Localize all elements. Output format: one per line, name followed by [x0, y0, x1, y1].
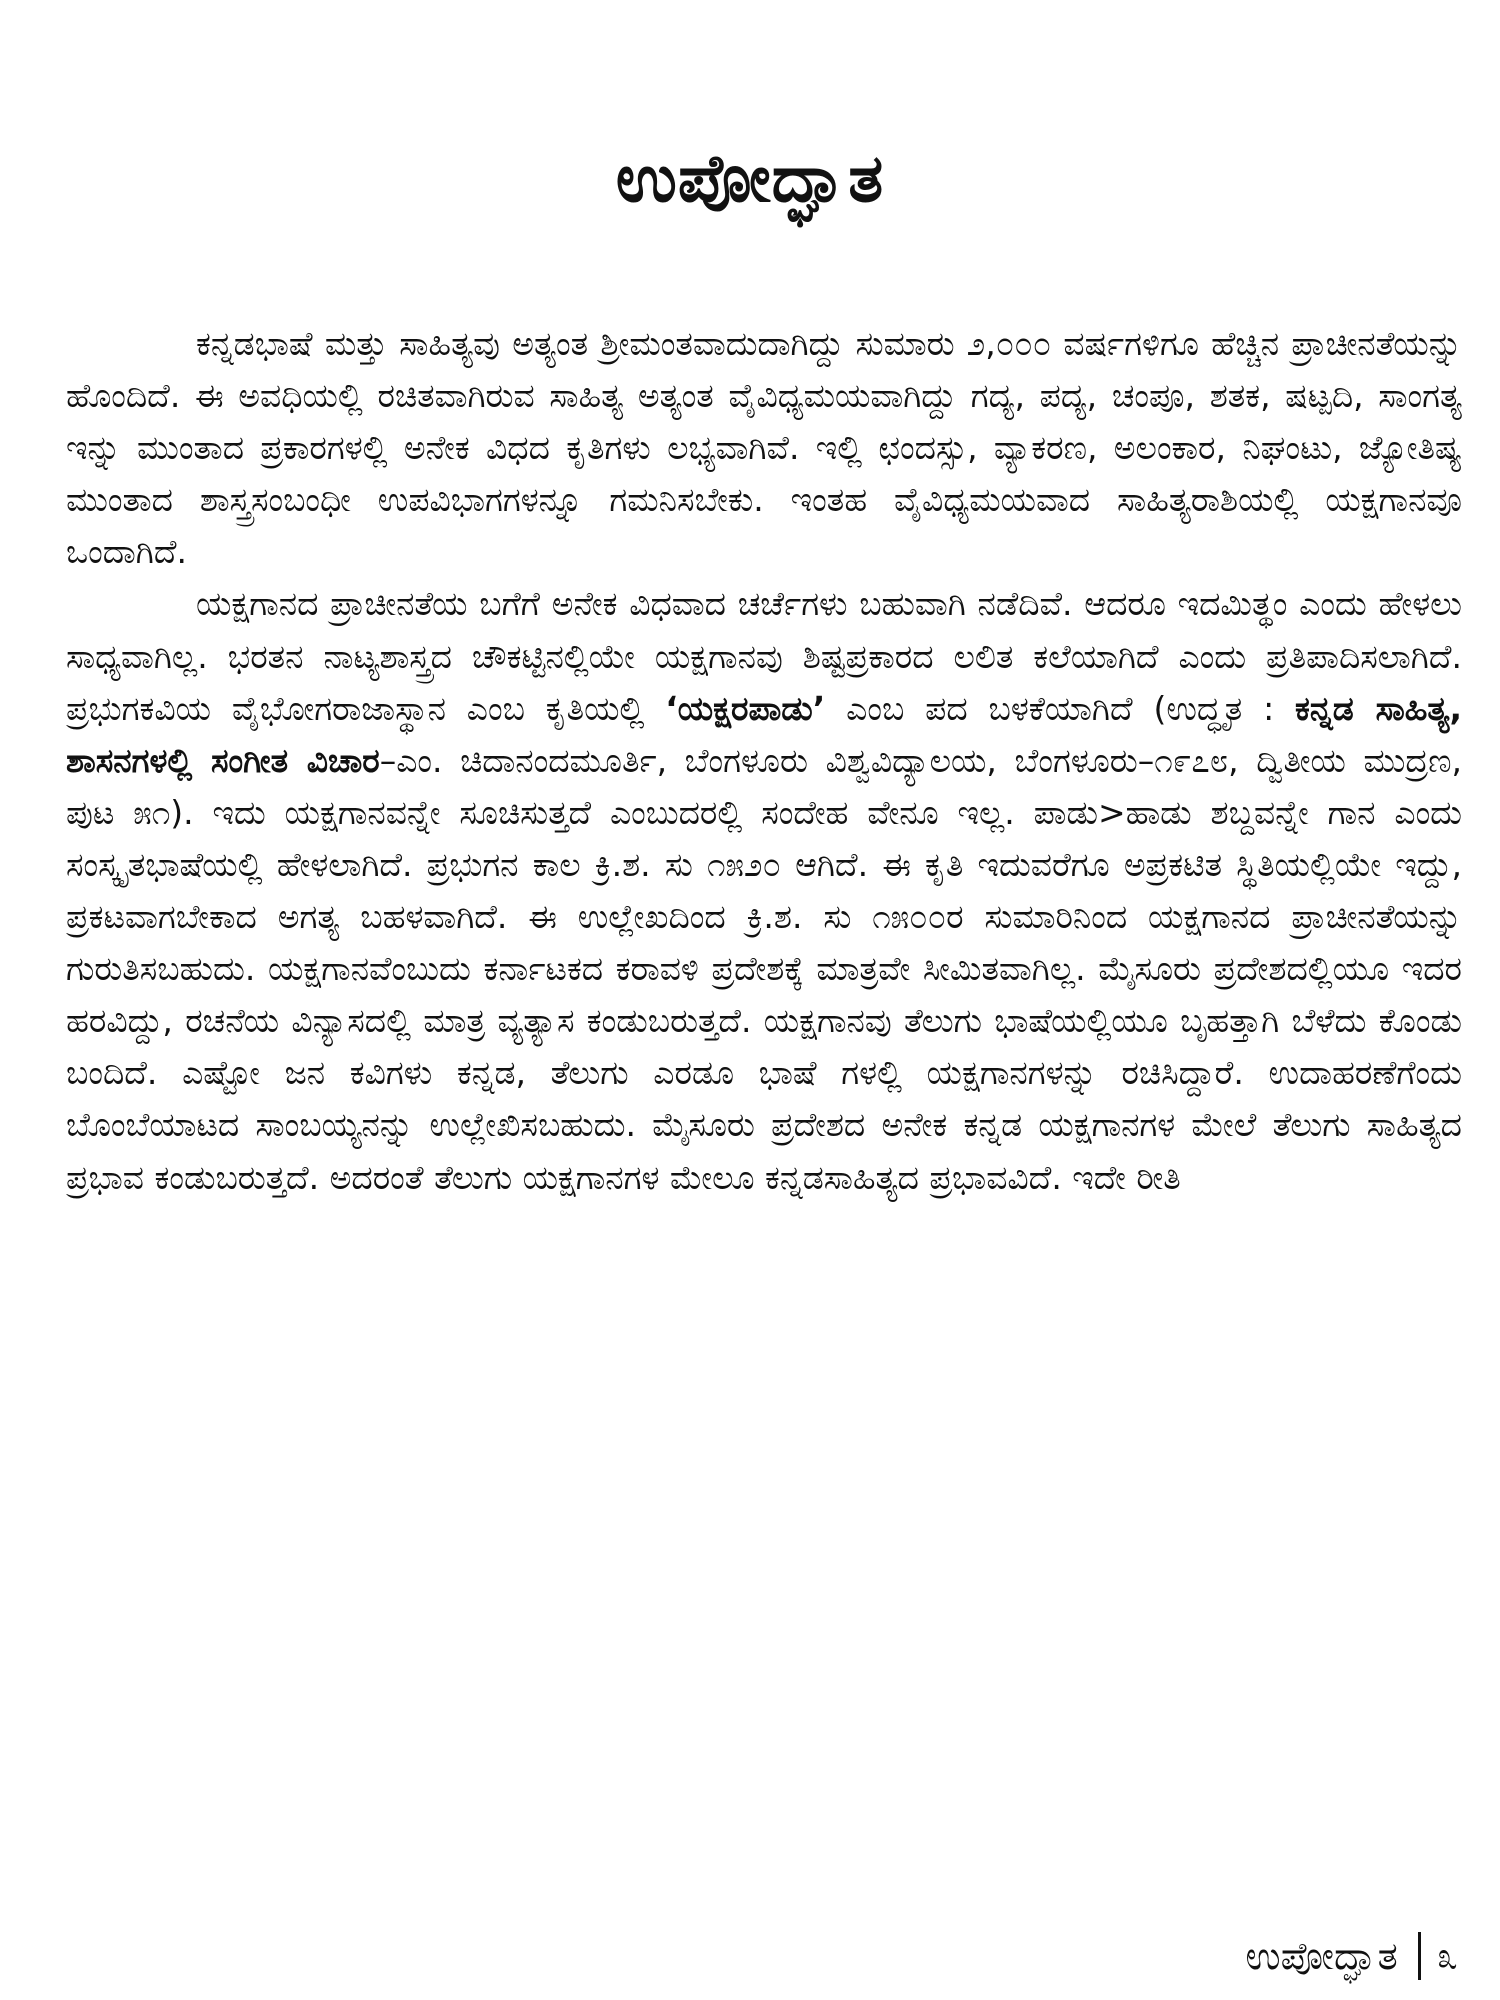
- page-footer: [1245, 1932, 1458, 1980]
- page-number: ೩: [1436, 1933, 1458, 1978]
- paragraph-1: ಕನ್ನಡಭಾಷೆ ಮತ್ತು ಸಾಹಿತ್ಯವು ಅತ್ಯಂತ ಶ್ರೀಮಂತವಾದುದಾಗಿದ್ದು ಸುಮಾರು ೨,೦೦೦ ವರ್ಷಗಳಿಗೂ ಹೆಚ್ಚಿನ ಪ್ರಾಚೀನತೆಯನ್ನು ಹೊಂದಿದೆ. ಈ ಅವಧಿಯಲ್ಲಿ ರಚಿತವಾಗಿರುವ ಸಾಹಿತ್ಯ ಅತ್ಯಂತ ವೈವಿಧ್ಯಮಯವಾಗಿದ್ದು ಗದ್ಯ, ಪದ್ಯ, ಚಂಪೂ, ಶತಕ, ಷಟ್ಪದಿ, ಸಾಂಗತ್ಯ ಇನ್ನು ಮುಂತಾದ ಪ್ರಕಾರಗಳಲ್ಲಿ ಅನೇಕ ವಿಧದ ಕೃತಿಗಳು ಲಭ್ಯವಾಗಿವೆ. ಇಲ್ಲಿ ಛಂದಸ್ಸು, ವ್ಯಾಕರಣ, ಅಲಂಕಾರ, ನಿಘಂಟು, ಜ್ಯೋತಿಷ್ಯ ಮುಂತಾದ ಶಾಸ್ತ್ರಸಂಬಂಧೀ ಉಪವಿಭಾಗಗಳನ್ನೂ ಗಮನಿಸಬೇಕು. ಇಂತಹ ವೈವಿಧ್ಯಮಯವಾದ ಸಾಹಿತ್ಯರಾಶಿಯಲ್ಲಿ ಯಕ್ಷಗಾನವೂ ಒಂದಾಗಿದೆ.: [66, 324, 1462, 572]
- bold-source-title: ಕನ್ನಡ ಸಾಹಿತ್ಯ, ಶಾಸನಗಳಲ್ಲಿ ಸಂಗೀತ ವಿಚಾರ: [66, 688, 1462, 780]
- paragraph-2-text-b: ಎಂಬ ಪದ ಬಳಕೆಯಾಗಿದೆ (ಉದ್ಧೃತ :: [825, 688, 1296, 728]
- bold-term-yaksharapadu: ‘ಯಕ್ಷರಪಾಡು’: [665, 688, 826, 728]
- chapter-title: ಉಪೋದ್ಘಾತ: [615, 140, 885, 217]
- paragraph-2-text-a: ಯಕ್ಷಗಾನದ ಪ್ರಾಚೀನತೆಯ ಬಗೆಗೆ ಅನೇಕ ವಿಧವಾದ ಚರ್ಚೆಗಳು ಬಹುವಾಗಿ ನಡೆದಿವೆ. ಆದರೂ ಇದಮಿತ್ಥಂ ಎಂದು ಹೇಳಲು ಸಾಧ್ಯವಾಗಿಲ್ಲ. ಭರತನ ನಾಟ್ಯಶಾಸ್ತ್ರದ ಚೌಕಟ್ಟಿನಲ್ಲಿಯೇ ಯಕ್ಷಗಾನವು ಶಿಷ್ಟಪ್ರಕಾರದ ಲಲಿತ ಕಲೆಯಾಗಿದೆ ಎಂದು ಪ್ರತಿಪಾದಿಸಲಾಗಿದೆ. ಪ್ರಭುಗಕವಿಯ ವೈಭೋಗರಾಜಾಸ್ಥಾನ ಎಂಬ ಕೃತಿಯಲ್ಲಿ: [66, 584, 1462, 728]
- body-text: [66, 318, 1462, 1204]
- paragraph-2: [66, 578, 1462, 1203]
- paragraph-2-text-c: –ಎಂ. ಚಿದಾನಂದಮೂರ್ತಿ, ಬೆಂಗಳೂರು ವಿಶ್ವವಿದ್ಯಾಲಯ, ಬೆಂಗಳೂರು–೧೯೭೮, ದ್ವಿತೀಯ ಮುದ್ರಣ, ಪುಟ ೫೧). ಇದು ಯಕ್ಷಗಾನವನ್ನೇ ಸೂಚಿಸುತ್ತದೆ ಎಂಬುದರಲ್ಲಿ ಸಂದೇಹ ವೇನೂ ಇಲ್ಲ. ಪಾಡು>ಹಾಡು ಶಬ್ದವನ್ನೇ ಗಾನ ಎಂದು ಸಂಸ್ಕೃತಭಾಷೆಯಲ್ಲಿ ಹೇಳಲಾಗಿದೆ. ಪ್ರಭುಗನ ಕಾಲ ಕ್ರಿ.ಶ. ಸು ೧೫೨೦ ಆಗಿದೆ. ಈ ಕೃತಿ ಇದುವರೆಗೂ ಅಪ್ರಕಟಿತ ಸ್ಥಿತಿಯಲ್ಲಿಯೇ ಇದ್ದು, ಪ್ರಕಟವಾಗಬೇಕಾದ ಅಗತ್ಯ ಬಹಳವಾಗಿದೆ. ಈ ಉಲ್ಲೇಖದಿಂದ ಕ್ರಿ.ಶ. ಸು ೧೫೦೦ರ ಸುಮಾರಿನಿಂದ ಯಕ್ಷಗಾನದ ಪ್ರಾಚೀನತೆಯನ್ನು ಗುರುತಿಸಬಹುದು. ಯಕ್ಷಗಾನವೆಂಬುದು ಕರ್ನಾಟಕದ ಕರಾವಳಿ ಪ್ರದೇಶಕ್ಕೆ ಮಾತ್ರವೇ ಸೀಮಿತವಾಗಿಲ್ಲ. ಮೈಸೂರು ಪ್ರದೇಶದಲ್ಲಿಯೂ ಇದರ ಹರವಿದ್ದು, ರಚನೆಯ ವಿನ್ಯಾಸದಲ್ಲಿ ಮಾತ್ರ ವ್ಯತ್ಯಾಸ ಕಂಡುಬರುತ್ತದೆ. ಯಕ್ಷಗಾನವು ತೆಲುಗು ಭಾಷೆಯಲ್ಲಿಯೂ ಬೃಹತ್ತಾಗಿ ಬೆಳೆದು ಕೊಂಡು ಬಂದಿದೆ. ಎಷ್ಟೋ ಜನ ಕವಿಗಳು ಕನ್ನಡ, ತೆಲುಗು ಎರಡೂ ಭಾಷೆ ಗಳಲ್ಲಿ ಯಕ್ಷಗಾನಗಳನ್ನು ರಚಿಸಿದ್ದಾರೆ. ಉದಾಹರಣೆಗೆಂದು ಬೊಂಬೆಯಾಟದ ಸಾಂಬಯ್ಯನನ್ನು ಉಲ್ಲೇಖಿಸಬಹುದು. ಮೈಸೂರು ಪ್ರದೇಶದ ಅನೇಕ ಕನ್ನಡ ಯಕ್ಷಗಾನಗಳ ಮೇಲೆ ತೆಲುಗು ಸಾಹಿತ್ಯದ ಪ್ರಭಾವ ಕಂಡುಬರುತ್ತದೆ. ಅದರಂತೆ ತೆಲುಗು ಯಕ್ಷಗಾನಗಳ ಮೇಲೂ ಕನ್ನಡಸಾಹಿತ್ಯದ ಪ್ರಭಾವವಿದೆ. ಇದೇ ರೀತಿ: [66, 740, 1462, 1197]
- footer-divider: [1418, 1932, 1421, 1980]
- running-head: ಉಪೋದ್ಘಾತ: [1245, 1933, 1398, 1978]
